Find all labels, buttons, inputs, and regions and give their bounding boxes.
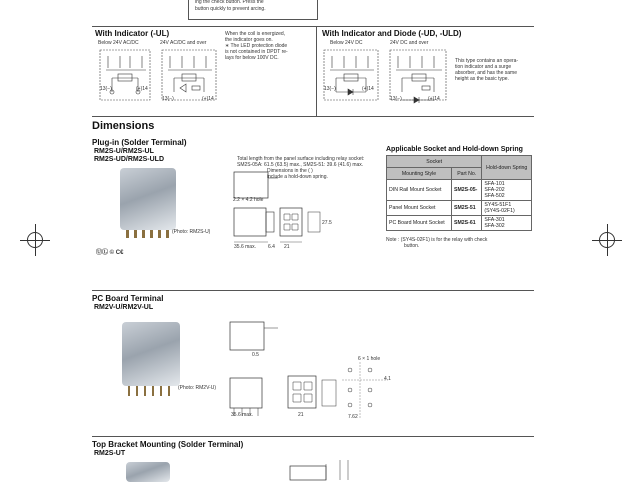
plugin-relay-photo (120, 168, 176, 230)
plugin-side-view-drawing (232, 168, 332, 248)
diode-note (455, 58, 518, 82)
indicator-note-line: the indicator goes on. (225, 37, 273, 43)
indicator-circuit-left (98, 48, 154, 104)
diode-pin-label: (+)14 (362, 86, 374, 92)
diode-pin-label: (+)14 (428, 96, 440, 102)
plugin-cert-marks: ⓊⓁ © C€ (96, 250, 124, 256)
diode-title: With Indicator and Diode (-UD, -ULD) (322, 29, 462, 38)
indicator-note-line: When the coil is energized, (225, 31, 286, 37)
socket-note-line: button. (404, 243, 420, 249)
part-no-cell: SM2S-51 (452, 201, 482, 216)
part-no-cell: SM2S-05- (452, 180, 482, 201)
table-row (387, 201, 532, 216)
diode-left-label: Below 24V DC (330, 40, 363, 46)
diode-pin-label: 13(−) (324, 86, 336, 92)
indicator-pin-label: 13(−) (100, 86, 112, 92)
diode-circuit-left (322, 48, 382, 104)
pcb-photo-caption: (Photo: RM2V-U) (178, 385, 217, 391)
part-no-cell: SM2S-61 (452, 216, 482, 231)
plugin-note-line: SM2S-05A: 61.5 (63.5) max., SM2S-51: 39.6 (41.6) max. (237, 162, 364, 168)
plugin-relay-pins (126, 230, 172, 238)
mounting-style-cell: Panel Mount Socket (387, 201, 452, 216)
spring-item: SFA-101 (484, 181, 505, 187)
plugin-title: Plug-in (Solder Terminal) (92, 138, 187, 147)
indicator-note (225, 31, 288, 61)
mounting-style-cell: DIN Rail Mount Socket (387, 180, 452, 201)
plugin-dim-hole: 2.2 × 4.2 hole (233, 197, 264, 203)
pcb-dim-spacing: 4.1 (384, 376, 391, 382)
top-note-line-2: button quickly to prevent arcing. (195, 6, 266, 12)
spring-item: SFA-302 (484, 223, 505, 229)
spring-cell (482, 201, 532, 216)
rule-mid-vertical (316, 26, 317, 116)
table-row (387, 216, 532, 231)
pcb-dim-width: 21 (298, 412, 304, 418)
bracket-title: Top Bracket Mounting (Solder Terminal) (92, 440, 244, 449)
plugin-dim-pin: 6.4 (268, 244, 275, 250)
pcb-hole-layout (340, 360, 390, 420)
plugin-note-line: Total length from the panel surface including relay socket: (237, 156, 365, 162)
rule-before-dimensions (92, 116, 534, 117)
rule-top (92, 26, 534, 27)
socket-table (386, 155, 532, 231)
spring-item: SY4S-51F1 (484, 202, 512, 208)
diode-note-line: absorber, and has the same (455, 70, 517, 76)
bracket-model: RM2S-UT (94, 450, 126, 457)
spring-item: SFA-502 (484, 193, 505, 199)
spring-cell (482, 180, 532, 201)
socket-note-line: Note : (SY4S-02F1) is for the relay with check (386, 237, 488, 243)
diode-right-label: 24V DC and over (390, 40, 429, 46)
indicator-note-line: is not contained in DPDT re- (225, 49, 288, 55)
part-no-header: Part No. (452, 168, 482, 180)
bracket-drawing (286, 458, 356, 480)
spring-item: SFA-301 (484, 217, 505, 223)
diode-note-line: This type contains an opera- (455, 58, 519, 64)
pcb-model: RM2V-U/RM2V-UL (94, 304, 154, 311)
plugin-dim-length: 35.6 max. (234, 244, 256, 250)
spring-item: (SY4S-02F1) (484, 208, 515, 214)
indicator-left-label: Below 24V AC/DC (98, 40, 139, 46)
top-note-box (188, 0, 318, 20)
rule-bracket (92, 436, 534, 437)
indicator-note-line: lays for below 100V DC. (225, 55, 279, 61)
crop-mark-left-circle (27, 232, 43, 248)
indicator-pin-label: (+)14 (202, 96, 214, 102)
socket-table-title: Applicable Socket and Hold-down Spring (386, 146, 523, 153)
diode-note-line: height as the basic type. (455, 76, 509, 82)
indicator-note-line: ∗ The LED protection diode (225, 43, 288, 49)
indicator-right-label: 24V AC/DC and over (160, 40, 207, 46)
rule-pcb (92, 290, 534, 291)
plugin-photo-caption: (Photo: RM2S-U) (172, 229, 211, 235)
dimensions-title: Dimensions (92, 120, 155, 132)
crop-mark-right-circle (599, 232, 615, 248)
socket-note (386, 237, 487, 249)
plugin-dim-height: 27.5 (322, 220, 332, 226)
bracket-relay-photo (126, 462, 170, 482)
indicator-pin-label: 13(−) (162, 96, 174, 102)
mounting-style-cell: PC Board Mount Socket (387, 216, 452, 231)
pcb-dim-length: 35.6 max. (231, 412, 253, 418)
spring-item: SFA-202 (484, 187, 505, 193)
plugin-note-line: Dimensions in the ( ) (267, 168, 313, 174)
diode-note-line: tion indicator and a surge (455, 64, 512, 70)
pcb-dim-hole: 6 × 1 hole (358, 356, 381, 362)
mounting-style-header: Mounting Style (387, 168, 452, 180)
pcb-relay-pins (128, 386, 174, 396)
socket-header: Socket (387, 156, 482, 168)
top-note-line-1: ing the check button. Press the (195, 0, 264, 5)
pcb-dim-thickness: 0.5 (252, 352, 259, 358)
indicator-pin-label: (+)14 (136, 86, 148, 92)
pcb-dim-pitch: 7.62 (348, 414, 358, 420)
plugin-dim-width: 21 (284, 244, 290, 250)
diode-pin-label: 13(−) (390, 96, 402, 102)
plugin-model: RM2S-UD/RM2S-ULD (94, 156, 164, 163)
spring-header: Hold-down Spring (482, 156, 532, 180)
pcb-relay-photo (122, 322, 180, 386)
table-row (387, 180, 532, 201)
indicator-title: With Indicator (-UL) (95, 29, 170, 38)
plugin-note-line: include a hold-down spring. (267, 174, 328, 180)
spring-cell (482, 216, 532, 231)
plugin-model: RM2S-U/RM2S-UL (94, 148, 154, 155)
pcb-title: PC Board Terminal (92, 294, 164, 303)
